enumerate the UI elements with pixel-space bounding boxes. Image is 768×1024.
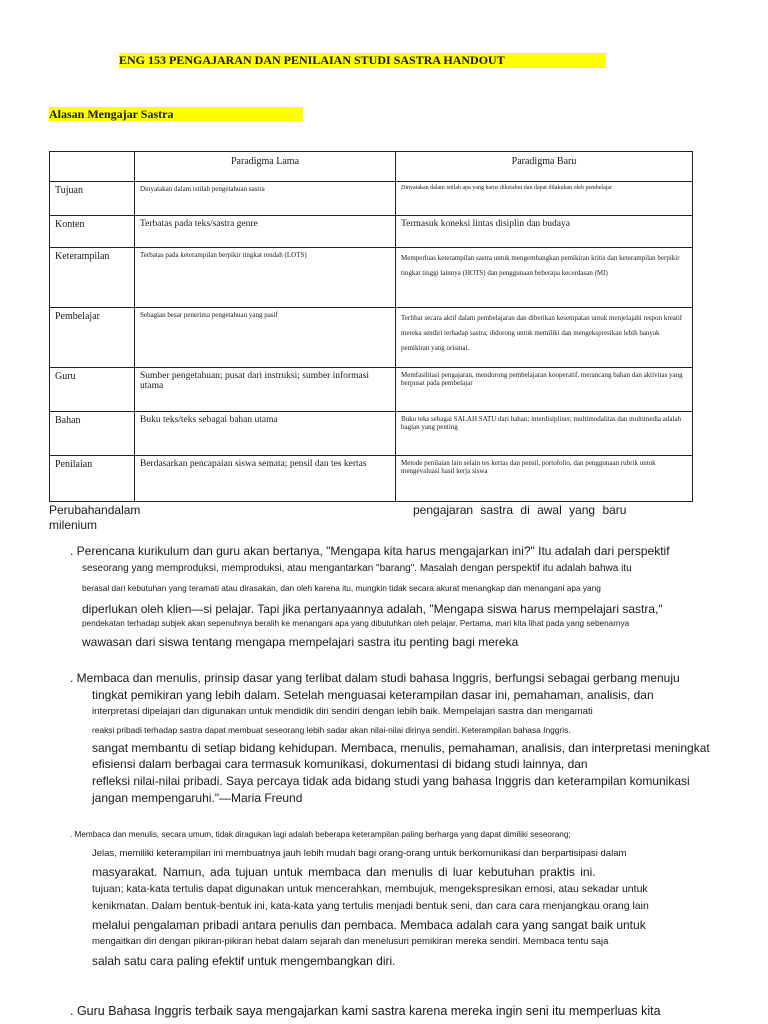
paragraph-1: [70, 544, 760, 654]
p4-line: . Guru Bahasa Inggris terbaik saya mengajarkan kami sastra karena mereka ingin seni itu memperluas kita: [70, 1004, 661, 1018]
table-row: [50, 216, 693, 248]
p1-line: seseorang yang memproduksi, memproduksi, atau mengantarkan "barang". Masalah dengan perspektif itu adalah bahwa itu: [82, 563, 632, 574]
cell-baru: Termasuk koneksi lintas disiplin dan budaya: [396, 216, 693, 248]
p1-line: diperlukan oleh klien—si pelajar. Tapi jika pertanyaannya adalah, "Mengapa siswa harus mempelajari sastra,": [82, 602, 663, 616]
paragraph-3: [70, 830, 760, 975]
caption-left: Perubahandalam: [49, 503, 141, 517]
table-row: [50, 412, 693, 456]
p3-line: masyarakat. Namun, ada tujuan untuk membaca dan menulis di luar kebutuhan praktis ini.: [92, 865, 596, 879]
table-header-lama: Paradigma Lama: [135, 152, 396, 182]
cell-baru: Memperluas keterampilan sastra untuk mengembangkan pemikiran kritis dan keterampilan berpikir tingkat tinggi lainnya (HOTS) dan penggunaan beberapa kecerdasan (MI): [396, 248, 693, 308]
p2-line: reaksi pribadi terhadap sastra dapat membuat seseorang lebih sadar akan nilai-nilai dirinya sendiri. Keterampilan bahasa Inggris.: [92, 725, 571, 735]
table-row: [50, 368, 693, 412]
p3-line: salah satu cara paling efektif untuk mengembangkan diri.: [92, 954, 396, 968]
section-heading: Alasan Mengajar Sastra: [49, 107, 303, 121]
table-header-baru: Paradigma Baru: [396, 152, 693, 182]
cell-baru: Terlibat secara aktif dalam pembelajaran dan diberikan kesempatan untuk menjelajahi respon kreatif mereka sendiri terhadap sastra; didorong untuk memiliki dan mengekspresikan lebih banyak pemikiran yang orisinal.: [396, 308, 693, 368]
table-caption: [49, 503, 749, 533]
p3-line: tujuan; kata-kata tertulis dapat digunakan untuk mencerahkan, membujuk, mengekspresikan emosi, atau sekadar untuk: [92, 883, 648, 895]
p3-line: melalui pengalaman pribadi antara penulis dan pembaca. Membaca adalah cara yang sangat baik untuk: [92, 918, 646, 932]
p1-line: pendekatan terhadap subjek akan sepenuhnya beralih ke menangani apa yang dibutuhkan oleh pelajar. Pertama, mari kita lihat pada yang sebenarnya: [82, 619, 630, 628]
cell-baru: Buku teks sebagai SALAH SATU dari bahan; interdisipliner, multimodalitas dan multimedia adalah bagian yang penting: [396, 412, 693, 456]
table-row: [50, 182, 693, 216]
p2-line: tingkat pemikiran yang lebih dalam. Setelah menguasai keterampilan dasar ini, pemahaman, analisis, dan: [92, 688, 654, 702]
row-label: Bahan: [50, 412, 135, 456]
caption-second: milenium: [49, 518, 98, 532]
table-row: [50, 308, 693, 368]
cell-lama: Dinyatakan dalam istilah pengetahuan sastra: [135, 182, 396, 216]
cell-baru: Memfasilitasi pengajaran, mendorong pembelajaran kooperatif, merancang bahan dan aktivitas yang berpusat pada pembelajar: [396, 368, 693, 412]
document-title: ENG 153 PENGAJARAN DAN PENILAIAN STUDI SASTRA HANDOUT: [119, 53, 606, 68]
p2-line: refleksi nilai-nilai pribadi. Saya percaya tidak ada bidang studi yang bahasa Inggris dan keterampilan komunikasi: [92, 774, 690, 788]
cell-lama: Terbatas pada keterampilan berpikir tingkat rendah (LOTS): [135, 248, 396, 308]
row-label: Guru: [50, 368, 135, 412]
p2-line: . Membaca dan menulis, prinsip dasar yang terlibat dalam studi bahasa Inggris, berfungsi sebagai gerbang menuju: [70, 671, 680, 685]
row-label: Keterampilan: [50, 248, 135, 308]
p3-line: kenikmatan. Dalam bentuk-bentuk ini, kata-kata yang tertulis menjadi bentuk seni, dan cara cara menjangkau orang lain: [92, 900, 649, 912]
cell-lama: Sebagian besar penerima pengetahuan yang pasif: [135, 308, 396, 368]
p3-line: mengaitkan diri dengan pikiran-pikiran hebat dalam sejarah dan menelusuri pemikiran mereka sendiri. Membaca tentu saja: [92, 936, 609, 947]
p2-line: interpretasi dipelajari dan digunakan untuk mendidik diri sendiri dengan lebih baik. Mempelajari sastra dan mengamati: [92, 706, 593, 717]
cell-baru: Metode penilaian lain selain tes kertas dan pensil, portofolio, dan penggunaan rubrik untuk mengevaluasi hasil kerja siswa: [396, 456, 693, 502]
p2-line: sangat membantu di setiap bidang kehidupan. Membaca, menulis, pemahaman, analisis, dan interpretasi meningkat: [92, 741, 710, 755]
p1-line: berasal dari kebutuhan yang teramati atau dirasakan, dan oleh karena itu, mungkin tidak secara akurat menangkap dan menangani apa yang: [82, 583, 601, 593]
table-header-row: [50, 152, 693, 182]
p2-line: jangan mempengaruhi."—Maria Freund: [92, 791, 303, 805]
row-label: Penilaian: [50, 456, 135, 502]
paragraph-4: [70, 1004, 760, 1024]
cell-lama: Sumber pengetahuan; pusat dari instruksi; sumber informasi utama: [135, 368, 396, 412]
table-header-empty: [50, 152, 135, 182]
p1-line: wawasan dari siswa tentang mengapa mempelajari sastra itu penting bagi mereka: [82, 635, 519, 649]
cell-lama: Berdasarkan pencapaian siswa semata; pensil dan tes kertas: [135, 456, 396, 502]
cell-lama: Buku teks/teks sebagai bahan utama: [135, 412, 396, 456]
paradigm-table: [49, 151, 693, 502]
row-label: Tujuan: [50, 182, 135, 216]
table-row: [50, 456, 693, 502]
row-label: Konten: [50, 216, 135, 248]
p2-line: efisiensi dalam berbagai cara termasuk komunikasi, dokumentasi di bidang studi lainnya, dan: [92, 757, 588, 771]
table-row: [50, 248, 693, 308]
row-label: Pembelajar: [50, 308, 135, 368]
cell-lama: Terbatas pada teks/sastra genre: [135, 216, 396, 248]
p1-line: . Perencana kurikulum dan guru akan bertanya, "Mengapa kita harus mengajarkan ini?" Itu adalah dari perspektif: [70, 544, 670, 558]
p3-line: . Membaca dan menulis, secara umum, tidak diragukan lagi adalah beberapa keterampilan paling berharga yang dapat dimiliki seseorang;: [70, 830, 571, 839]
caption-right: pengajaran sastra di awal yang baru: [413, 503, 627, 517]
paragraph-2: [70, 671, 760, 811]
cell-baru: Dinyatakan dalam istilah apa yang harus diketahui dan dapat dilakukan oleh pembelajar: [396, 182, 693, 216]
p3-line: Jelas, memiliki keterampilan ini membuatnya jauh lebih mudah bagi orang-orang untuk berkomunikasi dan berpartisipasi dalam: [92, 848, 627, 859]
